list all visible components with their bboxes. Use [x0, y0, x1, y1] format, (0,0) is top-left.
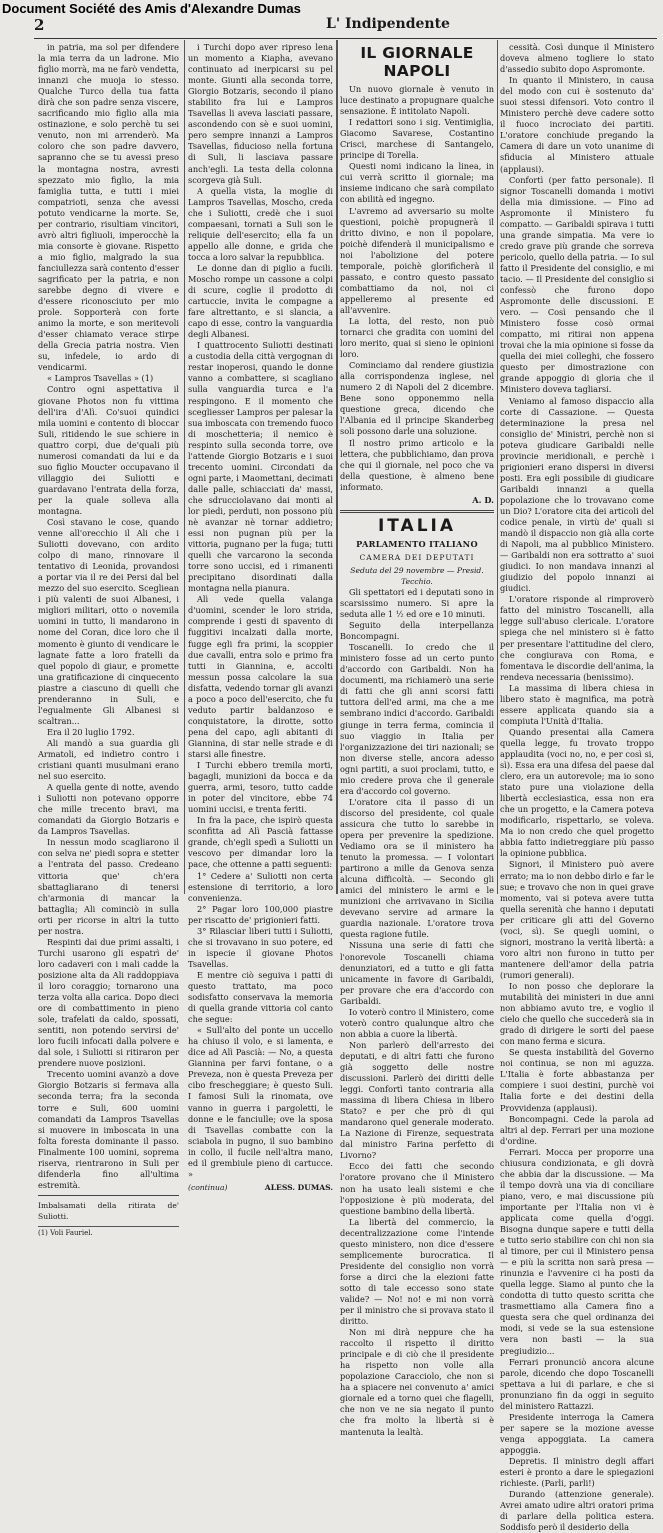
paragraph: Ecco dei fatti che secondo l'oratore provano che il Ministero non ha usato leali sistemi e che l'opposizione è più moderata, del questione bambino della libertà. [340, 1161, 494, 1216]
section-title: ITALIA [377, 515, 457, 536]
paragraph: L'oratore risponde al rimproverò fatto del ministro Toscanelli, alla legge sull'abuso clericale. L'oratore spiega che nel ministero si è fatto per presentare l'attitudine del clero, che congiurava con Roma, e fomentava le discordie dell'anima, la rendeva necessaria (benissimo). [500, 594, 654, 682]
paragraph: Gli spettatori ed i deputati sono in scarsissimo numero. Si apre la seduta alle 1 ½ ed ore e 10 minuti. [340, 586, 494, 620]
continued-note: (continua) [188, 1182, 228, 1192]
separator [340, 510, 494, 513]
newspaper-title: L' Indipendente [326, 16, 450, 32]
intro-signature: A. D. [472, 494, 494, 505]
paragraph: Un nuovo giornale è venuto in luce destinato a propugnare qualche sensazione. È intitolato Napoli. [340, 84, 494, 117]
column-divider [184, 40, 185, 894]
paragraph: Seguito della interpellanza Boncompagni. [340, 620, 494, 642]
paragraph: Ferrari pronunciò ancora alcune parole, dicendo che dopo Toscanelli spettava a lui di parlare, e che si pronunziano fin da oggi in seguito del ministero Rattazzi. [500, 1356, 654, 1411]
paragraph: La massima di libera chiesa in libero stato è magnifica, ma potrà essere applicata quando sia a compiuta l'Unità d'Italia. [500, 682, 654, 726]
paragraph: Questi nomi indicano la linea, in cui verrà scritto il giornale; ma insieme indicano che sarà compilato con abilità ed ingegno. [340, 161, 494, 205]
paragraph: 1° Cedere a' Suliotti non certa estensione di territorio, a loro convenienza. [188, 870, 333, 903]
paragraph: Se questa instabilità del Governo noi continua, se non mi aguzza. L'Italia è forte abbastanza per compiere i suoi destini, purchè voi Italia forte e dei destini della Provvidenza (applausi). [500, 1047, 654, 1113]
column-4-text [500, 42, 654, 1533]
paragraph: Il nostro primo articolo e la lettera, che pubblichiamo, dan prova che qui il giornale, nel poco che va della questione, è almeno bene informato. [340, 437, 494, 492]
footnote-label: Imbalsamati della ritirata de' Suliotti. [38, 1200, 179, 1221]
article-intro [340, 84, 494, 493]
paragraph: « Lampros Tsavellas » (1) [47, 373, 154, 384]
column-1 [38, 42, 179, 1237]
paragraph: Quando presentai alla Camera quella legge, fu trovato troppo applaudita (voci no, no, e per così si, sì). Essa era una difesa del paese dal clero, era un autorevole; ma io sono stato pure una violazione della libertà ecclesiastica, essa non era che un progetto, e la Camera poteva modificarlo, rispettarlo, se voleva. Ma io non credo che quel progetto abbia fatto indietreggiare più passo la opinione pubblica. [500, 726, 654, 859]
paragraph: Veniamo al famoso dispaccio alla corte di Cassazione. — Questa determinazione la presa nel consiglio de' Ministri, perchè non si poteva giudicare Garibaldi nelle provincie meridionali, e perchè i prigionieri erano dispersi in diversi posti. Era egli possibile di giudicare Garibaldi innanzi a quella popolazione che lo trovavano come un Dio? L'oratore cita dei articoli del codice penale, in virtù de' quali si mandò il dispaccio non già alla corte di Napoli, ma al pubblico Ministero. — Garibaldi non era sottratto a' suoi giudici. Io non mandava innanzi al giudizio del popolo innanzi ai giudici. [500, 395, 654, 594]
author-signature: ALESS. DUMAS. [264, 1182, 333, 1192]
paragraph: Cominciamo dal rendere giustizia alla corrispondenza inglese, nel numero 2 di Napoli del 2 dicembre. Bene sono opponemmo nella questione greca, dicendo che l'Albania ed il principe Skanderbeg soli possono darle una soluzione. [340, 360, 494, 437]
paragraph: In nessun modo scagliarono il con selva ne' piedi sopra e stetter a l'entrata del passo. Credeano vittoria que' ch'era sbattagliarano di tenersi ch'armonia di mancar la battaglia; Ali cominciò in sulla orti per ricorse in altri la tutto per nostra. [38, 837, 179, 936]
session-line: Seduta del 29 novembre — Presid. Tecchio. [350, 565, 484, 586]
paragraph: Presidente interroga la Camera per sapere se la mozione avesse venga appoggiata. La camera appoggia. [500, 1411, 654, 1455]
page-header [34, 16, 657, 34]
paragraph: Signori, il Ministero può avere errato; ma io non debbo dirlo e far le sue; e trovavo che non in quei grave momento, vai si poteva avere tutta quella serenità che hanno i deputati per criticare gli atti del Governo (voci, sì). Se quegli uomini, o signori, mostrano la verità libertà: a voro altri non furono in tutto per mantenere dell'amor della patria (rumori generali). [500, 859, 654, 980]
column-4 [500, 42, 654, 1533]
paragraph: in patria, ma sol per difendere la mia terra da un ladrone. Mio figlio morrà, ma ne farò vendetta, innanzi che muoja io stesso. Qualche Turco della tua fatta dirà che son padre senza viscere, sacrificando mio figlio alla mia ostinazione, e solo perchè tu sei venuto, non mi arrenderò. Ma coloro che son padre davvero, sapranno che se tu avessi preso la montagna nostra, avresti spezzato mio figlio, la mia famiglia tutta, e tutti i miei compatrioti, senza che avessi potuto vendicarne la morte. Se, per contrario, risultiam vincitori, avrò altri figliuoli, imperocchè la mia consorte è giovane. Rispetto a mio figlio, malgrado la sua fanciullezza sarà contento d'esser sagrificato per la patria, e non sarebbe degno di vivere e d'essere riconosciuto per mio prole. Sopporterà con forte animo la morte, e son meritevoli d'esser chiamato verace stirpe della Grecia patria nostra. Vien su, infedele, io ardo di vendicarmi. [38, 42, 179, 373]
paragraph: Non parlerò dell'arresto dei deputati, e di altri fatti che furono già soggetto delle nostre discussioni. Parlerò dei diritti delle leggi. Confortì tanto contraria alla massima di libera Chiesa in libero Stato? e per che prò di qui mandarono quel generale moderato. La Nazione di Firenze, sequestrata dal ministro Farina perfetto di Livorno? [340, 1039, 494, 1161]
paragraph: Boncompagni. Cede la parola ad altri al dep. Ferrari per una mozione d'ordine. [500, 1113, 654, 1146]
header-rule [34, 38, 657, 39]
column-2 [188, 42, 333, 1192]
paragraph: Nissuna una serie di fatti che l'onorevole Toscanelli chiama denunziatori, ed a tutto e gli fatta unicamente in favore di Garibaldi, per provare che era d'accordo con Garibaldi. [340, 940, 494, 1006]
paragraph: A quella gente di notte, avendo i Suliotti non potevano opporre che mille trecento bravi, ma comandati da Giorgio Botzaris e da Lampros Tsavellas. [38, 782, 179, 837]
footnote: (1) Voli Fauriel. [38, 1226, 179, 1239]
paragraph: Così stavano le cose, quando venne all'orecchio il Ali che i Suliotti dovevano, con ardito colpo di mano, rinnovare il tentativo di Leonida, provandosi a portar via il re dei Persi dal bel mezzo del suo esercito. Scegliean i più valenti de suoi Albanesi, i migliori militari, otto o novemila uomini in tutto, li mandarono in nome del Coran, dice loro che il momento è giunto di vendicare le lagnate fatte a loro fratelli da quel popolo di giaur, e promette una gratificazione di cinquecento piastre a ciascuno di quelli che prenderanno in Suli, e l'egualmente Gli Albanesi si scaltran... [38, 517, 179, 726]
paragraph: Io voterò contro il Ministero, come voterò contro qualunque altro che non abbia a cuore la libertà. [340, 1006, 494, 1039]
paragraph: Contro ogni aspettativa il giovane Photos non fu vittima dell'ira d'Alì. Co'suoi quindici mila uomini e contento di bloccar Suli, ritidendo le sue schiere in quattro corpi, due de'quali più numerosi comandati da lui e da suo figlio Moucter occupavano il villaggio dei Suliotti e guardavano l'entrata della forza, per la quale solleva alla montagna. [38, 384, 179, 516]
session-text [340, 587, 494, 1438]
paragraph: Non mi dirà neppure che ha raccolto il rispetto il diritto principale e di ciò che il presidente ha rispetto non volle alla popolazione Caracciolo, che non si ha a spiacere nei convenuto a' amici giornale ed a torno quei che flagelli, che non ve ne sia negato il punto che fra molto la libertà si è mantenuta la lealtà. [340, 1327, 494, 1437]
column-3 [340, 42, 494, 1437]
paragraph: Alì vede quella valanga d'uomini, scender le loro strida, comprende i gesti di spavento di fuggitivi incalzati dalla morte, fugge egli fra primi, la scoppier due cavalli, entra solo e primo fra tutti in Giannina, e, accolti messun possa calcolare la sua disfatta, vedendo tornar gli avanzi a poco a poco dell'esercito, che fu veduto partir baldanzoso e conquistatore, la dirotte, sotto pena del capo, agli abitanti di Giannina, di star nelle strade e di starsi alle finestre. [188, 594, 333, 759]
article-end [188, 1182, 333, 1193]
paragraph: 3° Rilasciar liberi tutti i Suliotti, che si trovavano in suo potere, ed in ispecie il giovane Photos Tsavellas. [188, 925, 333, 969]
column-2-text [188, 42, 333, 1180]
paragraph: In fra la pace, che ispirò questa sconfitta ad Alì Pascià fattasse grande, ch'egli spedì a Suliotti un vescovo per dimandar loro la pace, che ottenne a patti seguenti: [188, 815, 333, 870]
column-1-text [38, 42, 179, 1191]
watermark: Document Société des Amis d'Alexandre Dumas [2, 1, 301, 16]
paragraph: L'avremo ad avversario su molte questioni, poichè propugnerà il dritto divino, e non il popolare, poichè difenderà il municipalismo e noi l'abolizione del potere temporale, poichè glorificherà il passato, e contro questo passato combattiamo da noi, noi ci appelleremo al presente ed all'avvenire. [340, 205, 494, 315]
paragraph: Trecento uomini avanzò a dove Giorgio Botzaris si fermava alla seconda terra; fra la seconda torre e Suli, 600 uomini comandati da Lampros Tsavellas si muovere in imboscata in una folta foresta dominante il passo. Finalmente 100 uomini, soprema riserva, rientrarono in Suli per difenderla fino all'ultima estremità. [38, 1069, 179, 1190]
paragraph: I Turchi ebbero tremila morti, bagagli, munizioni da bocca e da guerra, armi, tesoro, tutto cadde in poter del vincitore, ebbe 74 uomini uccisi, e trenta feriti. [188, 760, 333, 815]
paragraph: Ferrari. Mocca per proporre una chiusura condizionata, e gli dovrà che abbia dar la discussione. — Ma il tempo dovrà una via di conciliare piano, vero, e mai discussione più importante per l'Italia non vi è applicata come quella d'oggi. Bisogna dunque sapere e tutti della e tutto serio stabilire con chi non sia al timore, per cui il Ministero pensa — e più la scritta non sarà presa — rinunzia e l'avvenire ci ha posti da quella legge. Siamo al punto che la condotta di tutto questo scritta che trasmettiamo alla Camera fino a questa sera che quel ordinanza dei modi, si vede se la sua estensione vera non basti — la sua pregiudizio... [500, 1146, 654, 1356]
paragraph: In quanto il Ministero, in causa del modo con cui è sostenuto da' suoi stessi difensori. Voto contro il Ministero perchè deve cadere sotto il fuoco incrociato dei partiti. L'oratore conchiude pregando la Camera di dare un voto unanime di sfiducia al Ministero attuale (applausi). [500, 75, 654, 174]
paragraph: Depretis. Il ministro degli affari esteri è pronto a dare le spiegazioni richieste. (Parli, parli!) [500, 1456, 654, 1489]
paragraph: i Turchi dopo aver ripreso lena un momento a Kiapha, avevano continuato ad inerpicarsi su pel monte. Giunti alla seconda torre, Giorgio Botzaris, secondo il piano stabilito fra lui e Lampros Tsavellas li aveva lasciati passare, ascondendo con sè e suoi uomini, pero sempre innanzi a Lampros Tsavellas, fiducioso nella fortuna di Suli, li lasciava passare anch'egli. La testa della colonna scorgeva già Suli. [188, 42, 333, 185]
paragraph: « Sull'alto del ponte un uccello ha chiuso il volo, e si lamenta, e dice ad Alì Pascià: — No, a questa Giannina per farvi fontane, o a Preveza, non è questa Preveza per cibo frescheggiare; è questo Suli. I famosi Suli la rinomata, ove vanno in guerra i pargoletti, le donne e le fanciulle; ove la sposa di Tsavellas combatte con la sciabola in pugno, il suo bambino in collo, il fucile nell'altra mano, ed il grembiule pieno di cartucce. » [188, 1025, 333, 1179]
column-divider [336, 40, 338, 894]
section-subtitle: PARLAMENTO ITALIANO [356, 538, 478, 549]
paragraph: Durando (attenzione generale). Avrei amato udire altri oratori prima di parlare della politica estera. Soddisfo però il desiderio della [500, 1489, 654, 1533]
paragraph: L'oratore cita il passo di un discorso del presidente, col quale assicura che tutto lo sarebbe in opera per prevenire la spedizione. Vediamo ora se il ministero ha tenuto la promessa. — I volontari partirono a mille da Genova senza alcuna difficoltà. — Secondo gli amici del ministero le armi e le munizioni che arrivavano in Sicilia devevano servire ad armare la guardia nazionale. L'oratore trova questa ragione futile. [340, 796, 494, 940]
paragraph: I redattori sono i sig. Ventimiglia, Giacomo Savarese, Costantino Crisci, marchese di Santangelo, principe di Torella. [340, 117, 494, 161]
paragraph: Confortì (per fatto personale). Il signor Toscanelli domanda i motivi della mia dimissione. — Fino ad Aspromonte il Ministero fu compatto. — Garibaldi spirava i tutti una grande simpatia. Ma vere io credo grave più grande che sorreva pericolo, quello della patria. — Io sul fatto il Presidente del consiglio, e mi tacio. — Il Presidente del consiglio si confessò che furono dopo Aspromonte delle discussioni. E vero. — Così pensando che il Ministero fosse cosò ormai compatto, mi ritirai non appena trovai che la mia opinione si fosse da quella dei miei colleghi, che fossero questo per dimostrazione con grande appoggio di gloria che il Ministero doveva tagliarsi. [500, 174, 654, 395]
column-divider [497, 40, 498, 894]
paragraph: cessità. Così dunque il Ministero doveva almeno togliere lo stato d'assedio subito dopo Aspromonte. [500, 42, 654, 75]
paragraph: E mentre ciò seguiva i patti di questo trattato, ma poco sodisfatto conservava la memoria di quella grande vittoria col canto che segue: [188, 969, 333, 1025]
paragraph: 2° Pagar loro 100,000 piastre per riscatto de' prigionieri fatti. [188, 903, 333, 925]
paragraph: Le donne dan di piglio a fucili. Moscho rompe un cassone a colpi di scure, coglie il prodotto di cartuccie, invita le compagne a fare altrettanto, e si slancia, a capo di esse, contro la vanguardia degli Albanesi. [188, 262, 333, 340]
paragraph: Toscanelli. Io credo che il ministero fosse ad un certo punto d'accordo con Garibaldi. Non ha documenti, ma richiamerò una serie di fatti che gli anni scorsi fatti tuttora dell'ed armi, ma che a me sembrano indici d'accordo. Garibaldi giunge in terra ferma, comincia il suo viaggio in Italia per l'organizzazione dei tiri nazionali; se non diverse stelle, ancora adesso ogni partiti, a suoi proclami, tutto, e mio credere prova che il generale era d'accordo col governo. [340, 642, 494, 796]
separator [38, 1195, 179, 1196]
paragraph: Ali mandò a sua guardia gli Armatoli, ed indietro contro i cristiani quanti musulmani erano nel suo esercito. [38, 737, 179, 782]
chamber-name: CAMERA DEI DEPUTATI [359, 552, 475, 562]
paragraph: A quella vista, la moglie di Lampros Tsavellas, Moscho, creda che i Suliotti, credè che i suoi compaesani, tornati a Suli son le reliquie dell'esercito; ella fa un appello alle donne, e grida che tocca a loro salvar la repubblica. [188, 185, 333, 262]
paragraph: La libertà del commercio, la decentralizzazione come l'intende questo ministero, non dice d'essere semplicemente burocratica. Il Presidente del consiglio non vorrà forse a dirci che la elezioni fatte sotto di tale eccesso sono state valide? — No! no! e mi non vorrà per il ministro che si provava stato il diritto. [340, 1216, 494, 1327]
paragraph: Era il 20 luglio 1792. [47, 726, 135, 737]
paragraph: Respinti dai due primi assalti, i Turchi usarono gli espatrì de' loro cadaveri con i mali cadde la posizione alta da Ali raddoppiava il loro coraggio; tornarono una terza volta alla carica. Dopo dieci ore di combattimento in pieno sole, trafelati da caldo, spossati, sentiti, non potendo servirsi de' loro fucili infocati dalla polvere e dal sole, i Suliotti si ritiraron per prendere nuove posizioni. [38, 936, 179, 1069]
paragraph: La lotta, del resto, non può tornarci che gradita con uomini del loro merito, quai si sieno le opinioni loro. [340, 315, 494, 360]
article-title: IL GIORNALE NAPOLI [360, 44, 474, 80]
page-number: 2 [34, 16, 45, 34]
paragraph: Io non posso che deplorare la mutabilità dei ministeri in due anni non abbiamo avuto tre, e voglio il cielo che quello che succederà sia in grado di dirigere le sorti del paese con mano ferma e sicura. [500, 980, 654, 1047]
paragraph: I quattrocento Suliotti destinati a custodia della città vergognan di restar inoperosi, quando le donne vanno a combattere, si scagliano sulla vanguardia turca e l'a respingono. E il momento che scegliesser Lampros per palesar la sua imboscata con tremendo fuoco di moschetteria; il nemico è respinto sulla seconda torre, ove l'attende Giorgio Botzaris e i suoi trecento uomini. Circondati da ogni parte, i Maomettani, decimati dalle palle, schiacciati da' massi, che sdrucciolavano dai monti al lor piedi, perduti, non possono più nè avanzar nè tornar addietro; essi non pugnan più per la vittoria, pugnano per la fuga; tutti quelli che varcarono la seconda torre sono uccisi, ed i rimanenti precipitano disordinati dalla montagna nella pianura. [188, 340, 333, 594]
